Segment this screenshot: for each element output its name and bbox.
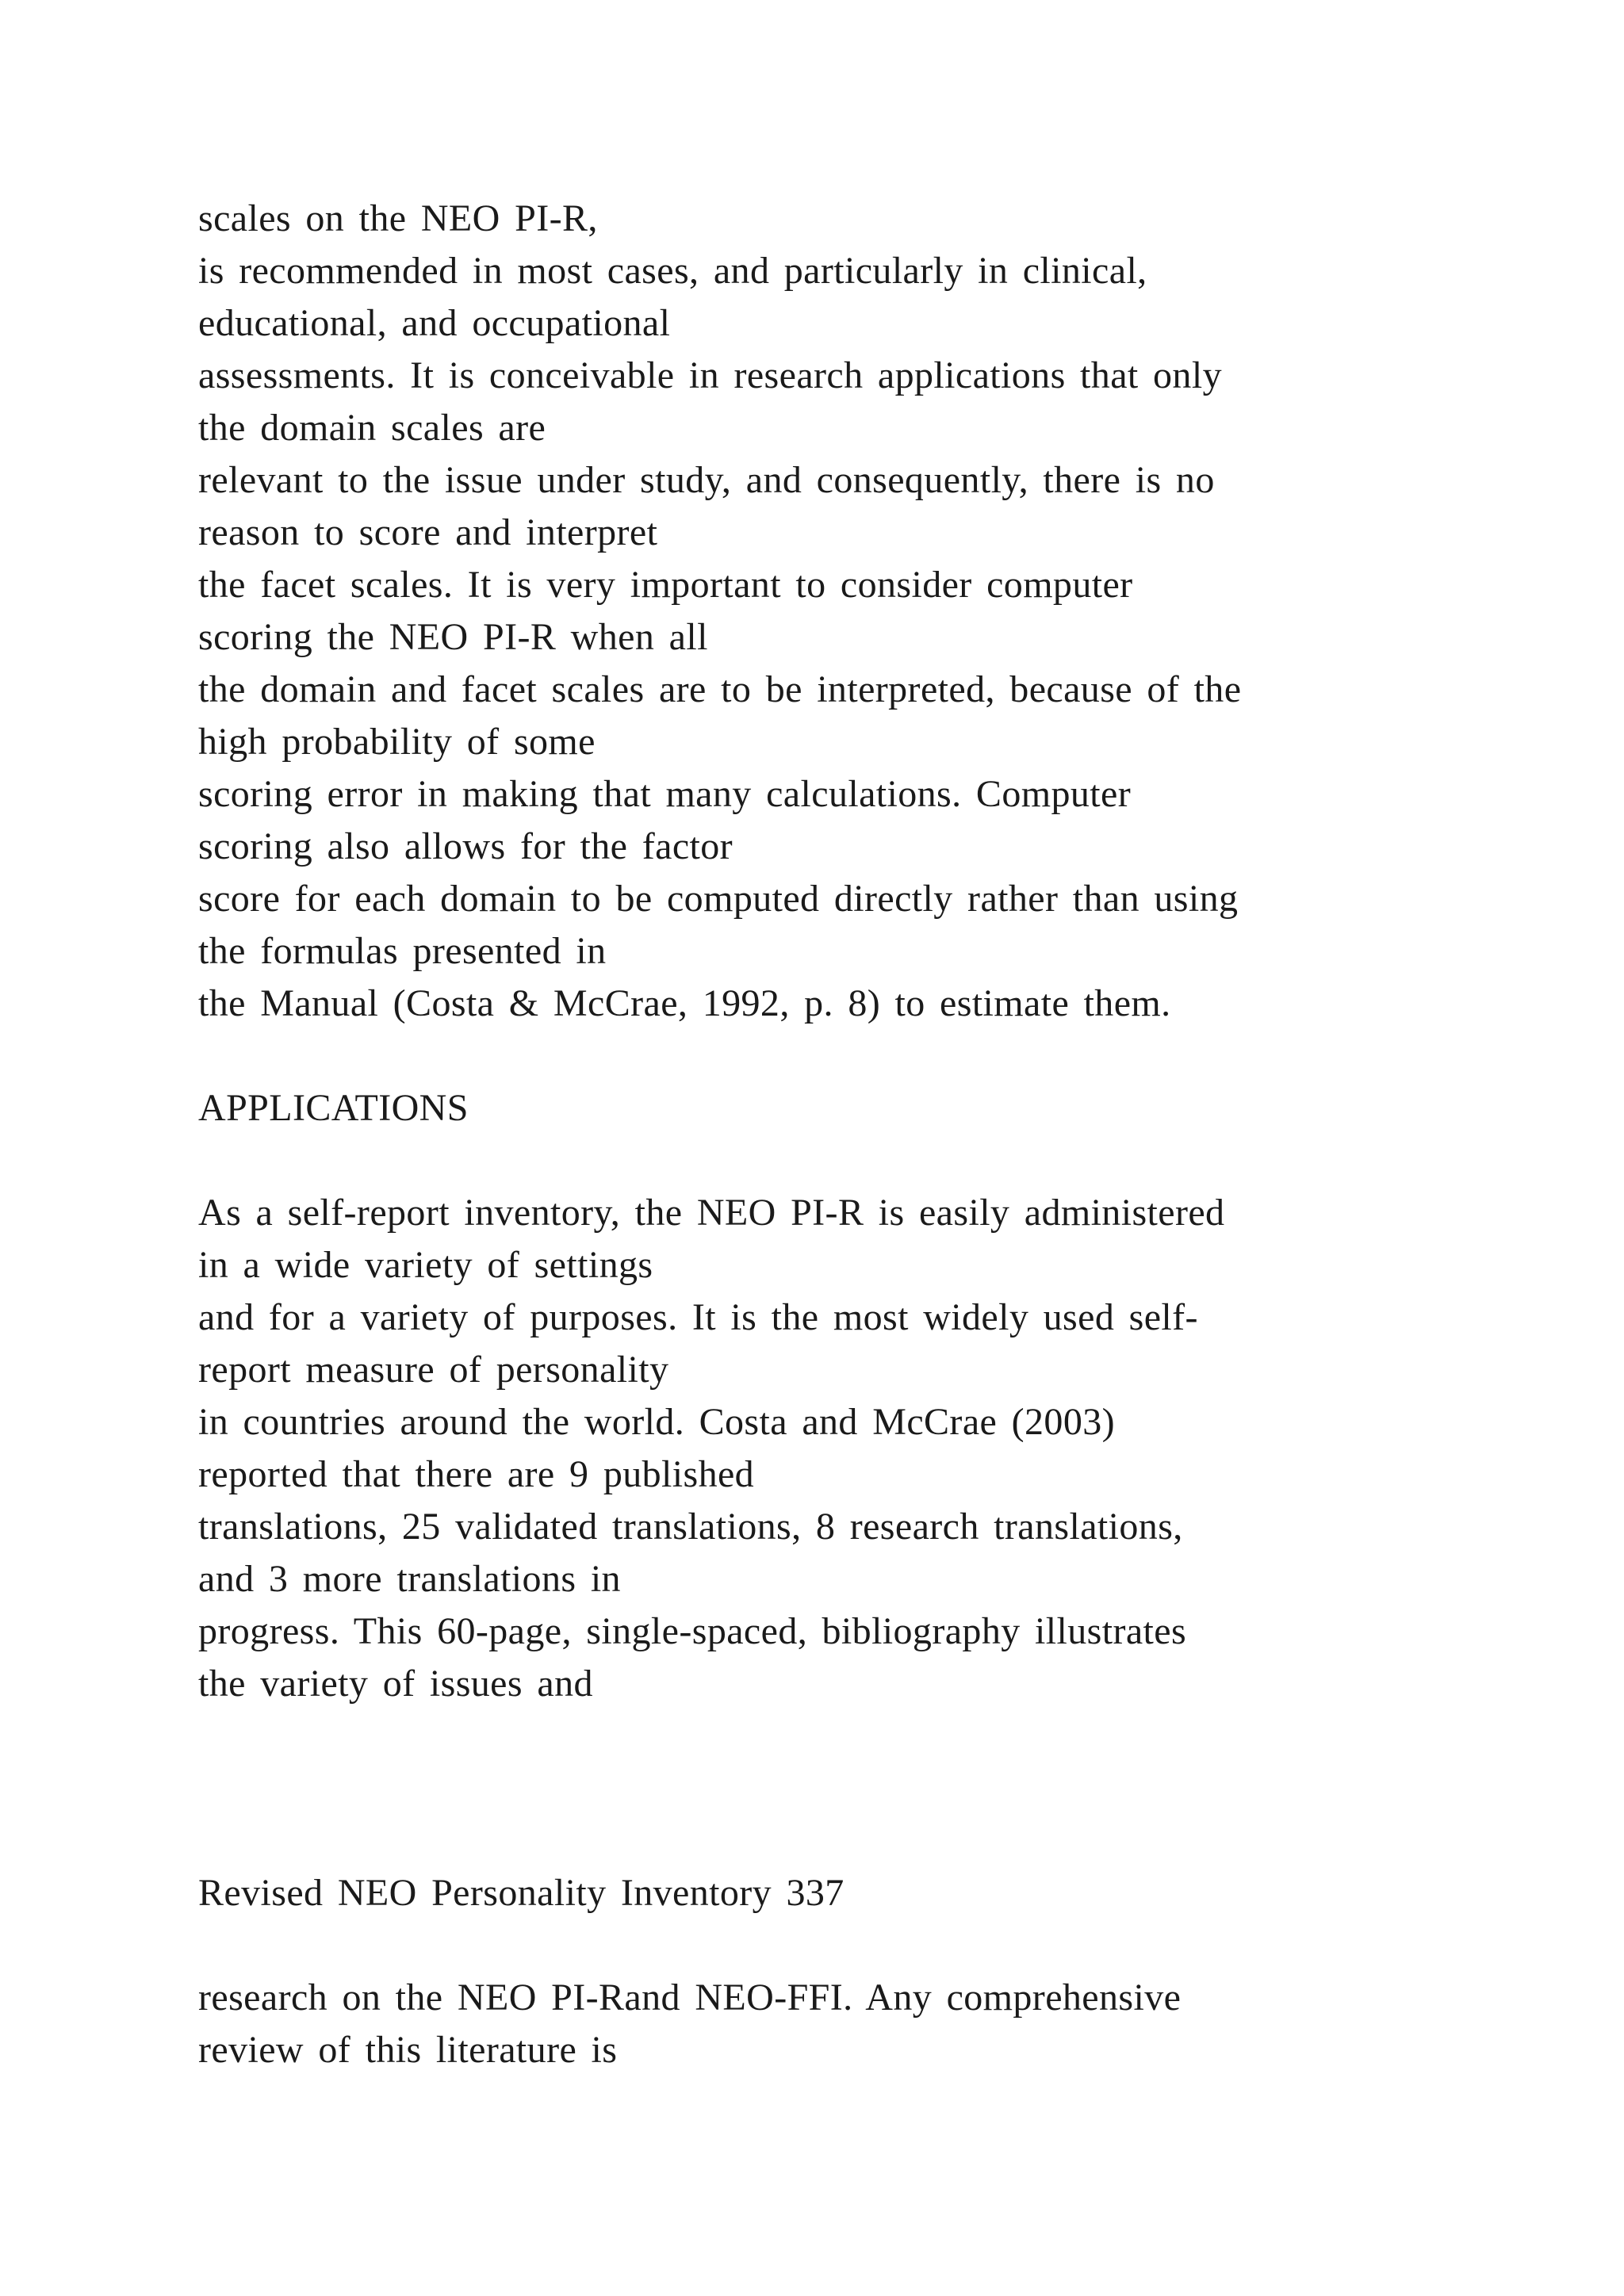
text-line: score for each domain to be computed directly rather than using xyxy=(198,878,1239,920)
paragraph-research xyxy=(198,1972,1435,2076)
paragraph-spacer xyxy=(198,1030,1435,1082)
text-line: report measure of personality xyxy=(198,1349,669,1391)
text-line: relevant to the issue under study, and consequently, there is no xyxy=(198,459,1215,501)
text-line: progress. This 60-page, single-spaced, bibliography illustrates xyxy=(198,1610,1187,1652)
text-line: assessments. It is conceivable in research applications that only xyxy=(198,354,1222,396)
text-line: translations, 25 validated translations, 8 research translations, xyxy=(198,1506,1183,1548)
paragraph-spacer xyxy=(198,1919,1435,1972)
text-line: educational, and occupational xyxy=(198,302,671,344)
text-line: the domain and facet scales are to be interpreted, because of the xyxy=(198,668,1242,710)
text-line: review of this literature is xyxy=(198,2029,618,2071)
text-line: in a wide variety of settings xyxy=(198,1244,653,1286)
paragraph-spacer xyxy=(198,1135,1435,1187)
text-line: scales on the NEO PI-R, xyxy=(198,197,598,239)
text-line: high probability of some xyxy=(198,721,596,763)
text-line: the formulas presented in xyxy=(198,930,607,972)
text-line: scoring the NEO PI-R when all xyxy=(198,616,708,658)
text-line: reported that there are 9 published xyxy=(198,1453,755,1495)
text-line: in countries around the world. Costa and McCrae (2003) xyxy=(198,1401,1115,1443)
running-header: Revised NEO Personality Inventory 337 xyxy=(198,1872,845,1914)
text-line: scoring also allows for the factor xyxy=(198,825,733,867)
text-line: scoring error in making that many calculations. Computer xyxy=(198,773,1132,815)
document-page xyxy=(198,193,1435,2076)
text-line: the domain scales are xyxy=(198,407,546,449)
text-line: the variety of issues and xyxy=(198,1663,593,1705)
text-line: reason to score and interpret xyxy=(198,511,658,553)
paragraph-applications xyxy=(198,1187,1435,1710)
text-line: and for a variety of purposes. It is the most widely used self- xyxy=(198,1296,1198,1338)
section-heading: APPLICATIONS xyxy=(198,1087,469,1129)
page-break-spacer xyxy=(198,1710,1435,1867)
text-line: is recommended in most cases, and particularly in clinical, xyxy=(198,250,1147,292)
text-line: As a self-report inventory, the NEO PI-R is easily administered xyxy=(198,1192,1225,1234)
text-line: the Manual (Costa & McCrae, 1992, p. 8) to estimate them. xyxy=(198,982,1171,1024)
text-line: and 3 more translations in xyxy=(198,1558,621,1600)
paragraph-scoring xyxy=(198,193,1435,1030)
text-line: research on the NEO PI-Rand NEO-FFI. Any comprehensive xyxy=(198,1976,1182,2019)
text-line: the facet scales. It is very important to consider computer xyxy=(198,564,1133,606)
